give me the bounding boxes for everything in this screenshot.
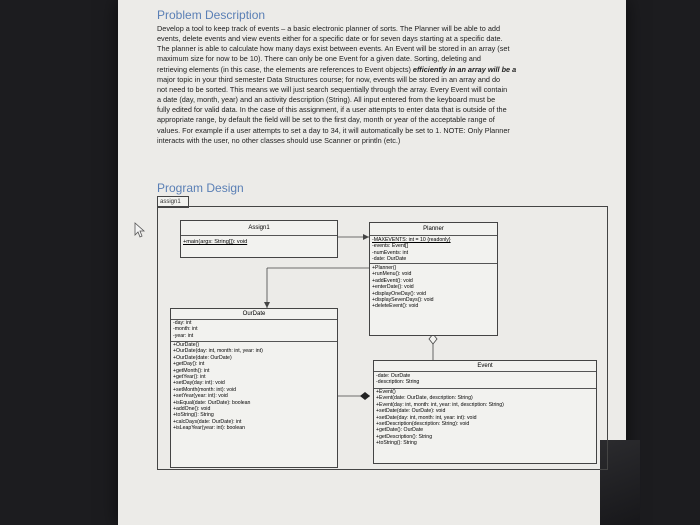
class-attribute: -description: String: [376, 379, 420, 386]
paragraph-line: major topic in your third semester Data Structures course; for now, events will be stored in an array and do: [157, 74, 501, 84]
class-method: +calcDays(date: OurDate): int: [173, 418, 242, 425]
paragraph-line: fully edited for valid data. In the case of this assignment, if a user attempts to enter data that is outside of the: [157, 105, 507, 115]
class-method: +deleteEvent(): void: [372, 303, 419, 310]
paragraph-line: events, delete events and view events either for a specific date or for seven days starting at a specific date.: [157, 34, 503, 44]
class-method: +getDescription(): String: [376, 433, 433, 440]
paragraph-line: The planner is able to calculate how many days exist between events. An Event will be stored in an array (set: [157, 44, 510, 54]
class-method: +OurDate(): [173, 342, 200, 348]
class-method: +Planner(): [372, 265, 397, 271]
class-method: +Event(day: int, month: int, year: int, description: String): [376, 401, 504, 408]
class-method: +Event(): [376, 389, 396, 395]
class-attribute: -date: OurDate: [376, 373, 411, 379]
class-method: +Event(date: OurDate, description: String): [376, 395, 473, 402]
uml-package-tab: assign1: [157, 196, 189, 208]
class-method: +main(args: String[]): void: [183, 239, 248, 245]
class-attribute: -MAXEVENTS: int = 10 {readonly}: [372, 237, 451, 243]
emphasis-text: efficiently in an array will be a: [412, 64, 517, 74]
class-method: +getDay(): int: [173, 361, 205, 368]
class-name: Event: [374, 361, 596, 372]
class-attribute: -month: int: [173, 326, 198, 333]
problem-description-heading: Problem Description: [157, 8, 266, 22]
uml-class-ourdate: [170, 308, 338, 468]
class-method: +setMonth(month: int): void: [173, 386, 236, 393]
class-method: +addOne(): void: [173, 406, 211, 413]
uml-class-event: [373, 360, 597, 464]
paragraph-line: not need to be sorted. This means we will just search sequentially through the array. Every Event will contain: [157, 84, 508, 94]
class-method: +OurDate(day: int, month: int, year: int): [173, 348, 263, 355]
class-method: +getYear(): int: [173, 374, 206, 381]
class-attribute: -events: Event[]: [372, 243, 409, 250]
class-name: Assign1: [181, 221, 337, 236]
paragraph-line-start: retrieving elements (in this case, the elements are references to Event objects): [157, 64, 413, 74]
paragraph-line: maximum size for now to be 10). There can only be one Event for a given date. Sorting, deleting and: [157, 54, 481, 64]
class-name: OurDate: [171, 309, 337, 320]
class-attribute: -numEvents: int: [372, 249, 409, 256]
class-method: +setDay(day: int): void: [173, 380, 225, 387]
program-design-heading: Program Design: [157, 181, 244, 195]
class-method: +addEvent(): void: [372, 277, 413, 284]
class-method: +displayOneDay(): void: [372, 290, 427, 297]
uml-class-planner: [369, 222, 498, 336]
class-method: +getDate(): OurDate: [376, 427, 424, 434]
class-name: Planner: [370, 223, 497, 236]
class-method: +setDescription(description: String): void: [376, 421, 470, 428]
class-method: +setYear(year: int): void: [173, 393, 228, 400]
paragraph-line: interacts with the user, no other classes should use Scanner or println (etc.): [157, 135, 401, 145]
paragraph-line: a date (day, month, year) and an activity description (String). All input entered from the keyboard must be: [157, 95, 496, 105]
class-method: +enterDate(): void: [372, 284, 414, 291]
class-method: +isLeapYear(year: int): boolean: [173, 425, 246, 432]
class-method: +toString(): String: [173, 412, 214, 419]
paragraph-line: Develop a tool to keep track of events – a basic electronic planner of sorts. The Planner will be able to add: [157, 24, 501, 33]
class-attribute: -year: int: [173, 332, 194, 339]
class-method: +setDate(date: OurDate): void: [376, 408, 446, 415]
class-attribute: -date: OurDate: [372, 256, 407, 263]
class-method: +toString(): String: [376, 440, 417, 447]
class-method: +getMonth(): int: [173, 367, 210, 374]
paragraph-line: values. For example if a user attempts to set a day to 34, it will automatically be set to 1. NOTE: Only Planner: [157, 125, 510, 135]
class-method: +isEqual(date: OurDate): boolean: [173, 399, 251, 406]
uml-class-assign1: [180, 220, 338, 258]
class-attribute: -day: int: [173, 320, 192, 326]
class-method: +OurDate(date: OurDate): [173, 354, 232, 361]
class-method: +runMenu(): void: [372, 271, 412, 278]
paragraph-line: appropriate range, by default the field will be set to the first day, month or year of the acceptable range of: [157, 115, 495, 125]
class-method: +setDate(day: int, month: int, year: int): void: [376, 414, 477, 421]
class-method: +displaySevenDays(): void: [372, 297, 434, 304]
